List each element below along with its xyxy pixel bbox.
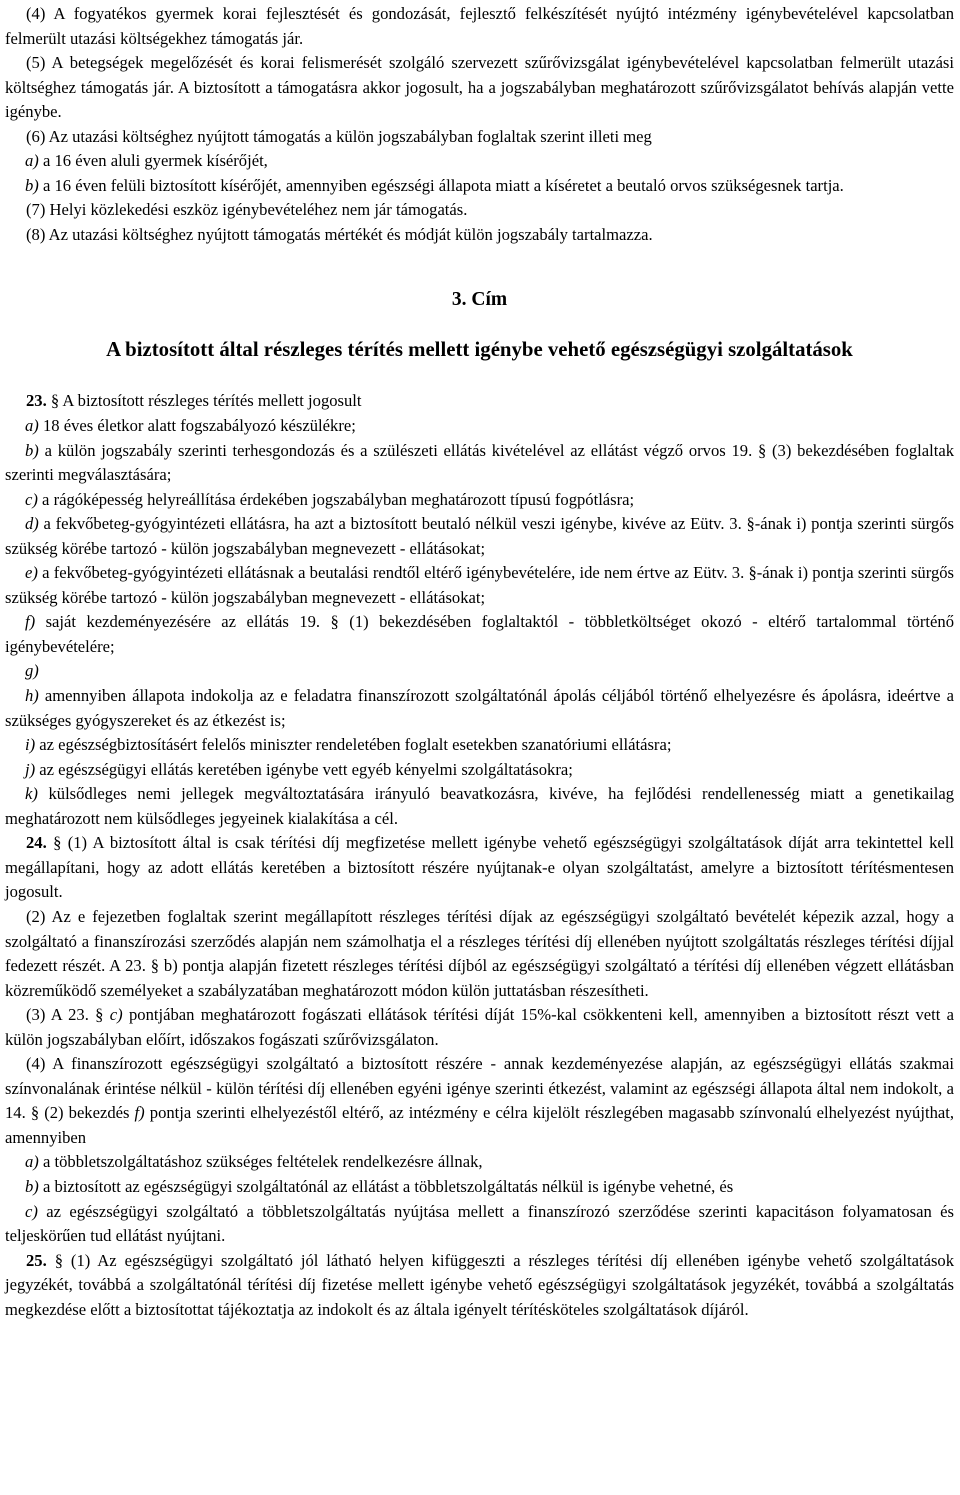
item-letter: b) <box>25 1176 39 1196</box>
paragraph-7: (7) Helyi közlekedési eszköz igénybevételéhez nem jár támogatás. <box>26 200 468 220</box>
list-item <box>5 414 954 439</box>
paragraph-text: (4) A finanszírozott egészségügyi szolgáltató a biztosított részére - annak kezdeményezése alapján, az egészségügyi ellátás szakmai színvonalának érintése nélkül - külön térítési díj ellenében egyéni igénye szerinti étkezést, valamint az egészségi állapota által nem indokolt, a 14. § (2) bekezdés <box>5 1054 954 1123</box>
list-item <box>5 733 954 758</box>
item-text: a többletszolgáltatáshoz szükséges feltételek rendelkezésre állnak, <box>38 1152 483 1172</box>
list-item <box>5 610 954 659</box>
paragraph-text: pontja szerinti elhelyezéstől eltérő, az intézmény e célra kijelölt részlegében magasabb színvonalú elhelyezést nyújthat, amennyiben <box>5 1103 954 1147</box>
item-letter: d) <box>25 514 39 534</box>
paragraph-4: (4) A fogyatékos gyermek korai fejlesztését és gondozását, fejlesztő felkészítését nyújtó intézmény igénybevételével kapcsolatban felmerült utazási költségekhez támogatás jár. <box>5 4 954 48</box>
list-item <box>5 561 954 610</box>
item-letter: c) <box>25 1201 38 1221</box>
section-24-paragraph-4 <box>5 1052 954 1150</box>
item-letter: b) <box>25 440 39 460</box>
section-25-paragraph-1 <box>5 1249 954 1323</box>
item-letter: h) <box>25 686 39 706</box>
list-item <box>5 488 954 513</box>
paragraph-5: (5) A betegségek megelőzését és korai felismerését szolgáló szervezett szűrővizsgálat igénybevételével kapcsolatban felmerült utazási költséghez támogatás jár. A biztosított a támogatásra akkor jogosult, ha a jogszabályban meghatározott szűrővizsgálatot behívás alapján vette igénybe. <box>5 53 954 122</box>
item-text: az egészségügyi szolgáltató a többletszolgáltatás nyújtása mellett a finanszírozó szerződése szerinti kapacitáson folyamatosan és teljeskörűen tud ellátást nyújtani. <box>5 1201 954 1246</box>
item-letter: c) <box>25 489 38 509</box>
item-text: a 16 éven aluli gyermek kísérőjét, <box>38 151 268 171</box>
item-letter: b) <box>25 175 39 195</box>
item-letter: e) <box>25 563 38 583</box>
list-item <box>5 684 954 733</box>
paragraph-8: (8) Az utazási költséghez nyújtott támogatás mértékét és módját külön jogszabály tartalmazza. <box>26 224 653 244</box>
item-letter: a) <box>25 1152 39 1172</box>
item-letter: a) <box>25 151 39 171</box>
paragraph-6: (6) Az utazási költséghez nyújtott támogatás a külön jogszabályban foglaltak szerint illeti meg <box>26 126 652 146</box>
item-text: külsődleges nemi jellegek megváltoztatására irányuló beavatkozásra, kivéve, ha fejlődési rendellenesség miatt a genetikailag meghatározott nem külsődleges jegyeinek kialakítása a cél. <box>5 784 954 828</box>
list-item <box>5 758 954 783</box>
section-number: 25. <box>26 1250 47 1270</box>
section-23-lead <box>5 389 954 414</box>
item-letter: i) <box>25 735 36 755</box>
paragraph-text: (3) A 23. § <box>26 1005 110 1025</box>
item-text: az egészségügyi ellátás keretében igénybe vett egyéb kényelmi szolgáltatásokra; <box>35 759 573 779</box>
list-item <box>5 659 954 684</box>
item-text: a fekvőbeteg-gyógyintézeti ellátásnak a beutalási rendtől eltérő igénybevételére, ide nem értve az Eütv. 3. §-ának i) pontja szerinti sürgős szükség körébe tartozó - külön jogszabályban megnevezett - ellátásokat; <box>5 563 954 607</box>
item-letter: j) <box>25 759 36 779</box>
point-reference: c) <box>109 1005 123 1025</box>
list-item <box>5 1175 954 1200</box>
list-item <box>5 439 954 488</box>
list-item <box>5 1200 954 1249</box>
list-item <box>5 149 954 174</box>
section-text: § (1) A biztosított által is csak térítési díj megfizetése mellett igénybe vehető egészségügyi szolgáltatások díját arra tekintettel kell megállapítani, hogy az adott ellátás keretében a biztosított részére nyújtanak-e olyan szolgáltatást, amelyre a biztosított térítésmentesen jogosult. <box>5 833 954 902</box>
list-item <box>5 1150 954 1175</box>
item-text: a külön jogszabály szerinti terhesgondozás és a szülészeti ellátás kivételével az ellátást végző orvos 19. § (3) bekezdésében foglaltak szerinti megválasztására; <box>5 440 954 485</box>
section-text: § A biztosított részleges térítés mellett jogosult <box>46 391 362 411</box>
item-letter: k) <box>25 784 38 804</box>
point-reference: f) <box>134 1103 145 1123</box>
list-item <box>5 512 954 561</box>
list-item <box>5 782 954 831</box>
item-text: a fekvőbeteg-gyógyintézeti ellátásra, ha azt a biztosított beutaló nélkül veszi igénybe, kivéve az Eütv. 3. §-ának i) pontja szerinti sürgős szükség körébe tartozó - külön jogszabályban megnevezett - ellátásokat; <box>5 514 954 558</box>
item-letter: g) <box>25 661 39 681</box>
chapter-number: 3. Cím <box>451 289 508 311</box>
section-number: 24. <box>26 833 47 853</box>
item-text: saját kezdeményezésére az ellátás 19. § (1) bekezdésében foglaltaktól - többletköltséget okozó - eltérő tartalommal történő igénybevételére; <box>5 612 954 656</box>
section-number: 23. <box>26 391 47 411</box>
item-text: a rágóképesség helyreállítása érdekében jogszabályban meghatározott típusú fogpótlásra; <box>37 489 635 509</box>
section-24-paragraph-2: (2) Az e fejezetben foglaltak szerint megállapított részleges térítési díjak az egészségügyi szolgáltató bevételét képezik azzal, hogy a szolgáltató a finanszírozási szerződés alapján nem számolhatja el a részleges térítési díj ellenében nyújtott szolgáltatás részleges térítési díjjal fedezett részét. A 23. § b) pontja alapján fizetett részleges térítési díjból az egészségügyi szolgáltató a térítési díj ellenében végzett ellátásban közreműködő személyeket a szabályzatában meghatározott módon külön juttatásban részesítheti. <box>5 906 954 1000</box>
item-text: 18 éves életkor alatt fogszabályozó készülékre; <box>38 416 356 436</box>
item-letter: a) <box>25 416 39 436</box>
item-letter: f) <box>25 612 36 632</box>
section-24-paragraph-3 <box>5 1003 954 1052</box>
item-text: a 16 éven felüli biztosított kísérőjét, amennyiben egészségi állapota miatt a kíséretet a beutaló orvos szükségesnek tartja. <box>38 175 844 195</box>
item-text: az egészségbiztosításért felelős miniszter rendeletében foglalt esetekben szanatóriumi ellátásra; <box>35 735 672 755</box>
chapter-title: A biztosított által részleges térítés mellett igénybe vehető egészségügyi szolgáltatások <box>106 338 853 362</box>
paragraph-text: pontjában meghatározott fogászati ellátások térítési díját 15%-kal csökkenteni kell, amennyiben a biztosított részt vett a külön jogszabályban előírt, időszakos fogászati szűrővizsgálaton. <box>5 1005 954 1049</box>
item-text: amennyiben állapota indokolja az e feladatra finanszírozott szolgáltatónál ápolás céljából történő elhelyezésre és ápolásra, ideértve a szükséges gyógyszereket és az étkezést is; <box>5 686 954 730</box>
section-24-paragraph-1 <box>5 831 954 905</box>
list-item <box>5 174 954 199</box>
item-text: a biztosított az egészségügyi szolgáltatónál az ellátást a többletszolgáltatás nélkül is igénybe vehetné, és <box>38 1176 734 1196</box>
section-text: § (1) Az egészségügyi szolgáltató jól látható helyen kifüggeszti a részleges térítési díj ellenében igénybe vehető szolgáltatások jegyzékét, továbbá a szolgáltatónál térítési díj fizetése mellett igénybe vehető egészségügyi szolgáltatások jegyzékét, továbbá a szolgáltatás megkezdése előtt a biztosítottat tájékoztatja az indokolt és az általa igényelt térítésköteles szolgáltatások díjáról. <box>5 1250 954 1319</box>
